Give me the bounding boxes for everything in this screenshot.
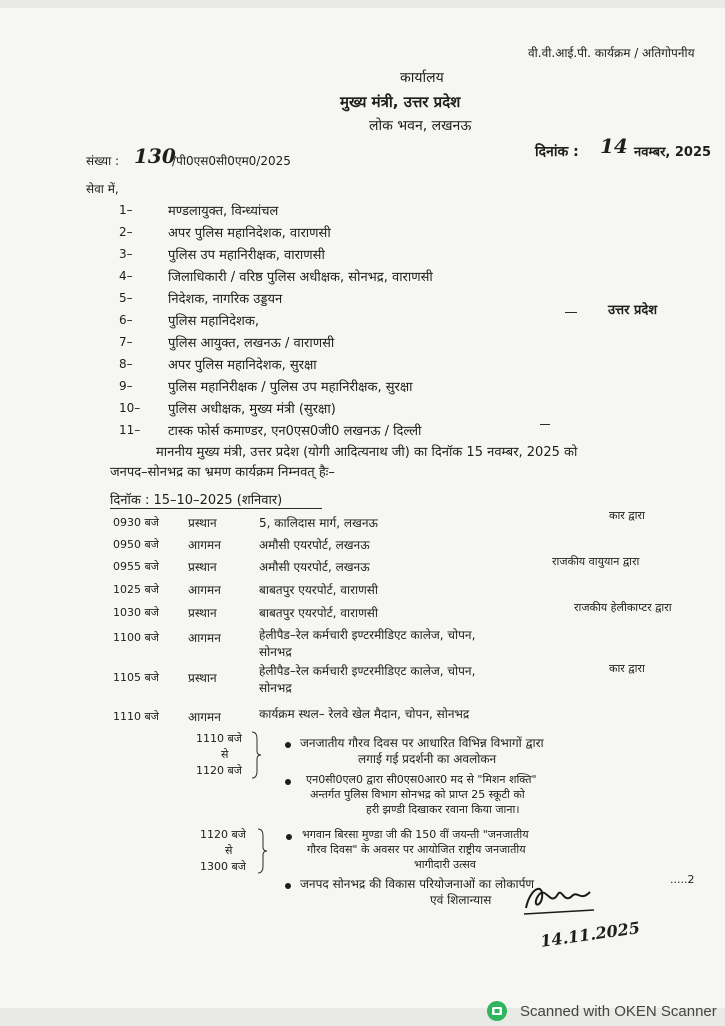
row-place: बाबतपुर एयरपोर्ट, वाराणसी	[259, 583, 378, 597]
slot-se: से	[225, 844, 233, 857]
date-label: दिनांक :	[535, 144, 579, 160]
reference-suffix: /पी0एस0सी0एम0/2025	[172, 154, 291, 168]
schedule-date-underline	[110, 508, 322, 509]
office-label: कार्यालय	[400, 70, 444, 86]
row-action: आगमन	[188, 710, 221, 724]
list-item: अपर पुलिस महानिदेशक, वाराणसी	[168, 226, 331, 241]
bullet-icon	[285, 742, 291, 748]
row-mode: राजकीय हेलीकाप्टर द्वारा	[574, 601, 672, 614]
slot-se: से	[221, 748, 229, 761]
list-item-number: 2–	[119, 225, 133, 239]
row-place: अमौसी एयरपोर्ट, लखनऊ	[259, 538, 370, 552]
row-time: 1025 बजे	[113, 583, 159, 596]
slot-item-line: लगाई गई प्रदर्शनी का अवलोकन	[358, 752, 497, 766]
program-tag: वी.वी.आई.पी. कार्यक्रम / अतिगोपनीय	[528, 46, 695, 60]
row-time: 1030 बजे	[113, 606, 159, 619]
list-item-number: 3–	[119, 247, 133, 261]
row-place-continued: सोनभद्र	[259, 681, 292, 695]
page-continue: .....2	[670, 873, 695, 886]
intro-line-1: माननीय मुख्य मंत्री, उत्तर प्रदेश (योगी आदित्यनाथ जी) का दिनॉक 15 नवम्बर, 2025 को	[156, 445, 578, 460]
row-time: 0950 बजे	[113, 538, 159, 551]
signature-date: 14.11.2025	[539, 918, 642, 951]
slot-to: 1120 बजे	[196, 764, 242, 777]
slot-item-line: जनजातीय गौरव दिवस पर आधारित विभिन्न विभागों द्वारा	[300, 736, 544, 750]
row-time: 1110 बजे	[113, 710, 159, 723]
date-day-handwritten: 14	[600, 134, 628, 158]
row-time: 0955 बजे	[113, 560, 159, 573]
row-place: कार्यक्रम स्थल– रेलवे खेल मैदान, चोपन, सोनभद्र	[259, 707, 470, 721]
list-item-number: 8–	[119, 357, 133, 371]
list-item: अपर पुलिस महानिदेशक, सुरक्षा	[168, 358, 317, 373]
list-item: जिलाधिकारी / वरिष्ठ पुलिस अधीक्षक, सोनभद्र, वाराणसी	[168, 270, 433, 285]
list-item: पुलिस आयुक्त, लखनऊ / वाराणसी	[168, 336, 335, 351]
slot-item-line: एन0सी0एल0 द्वारा सी0एस0आर0 मद से "मिशन शक्ति"	[306, 773, 537, 786]
scanner-watermark	[486, 1000, 717, 1022]
bracket-note: उत्तर प्रदेश	[608, 303, 658, 318]
row-time: 1105 बजे	[113, 671, 159, 684]
slot-item-line: एवं शिलान्यास	[430, 893, 492, 907]
row-place: 5, कालिदास मार्ग, लखनऊ	[259, 516, 378, 530]
list-item: पुलिस महानिरीक्षक / पुलिस उप महानिरीक्षक, सुरक्षा	[168, 380, 413, 395]
slot-bracket	[250, 731, 262, 779]
list-item-number: 5–	[119, 291, 133, 305]
reference-prefix: संख्या :	[86, 154, 120, 168]
list-item: टास्क फोर्स कमाण्डर, एन0एस0जी0 लखनऊ / दिल्ली	[168, 424, 422, 439]
row-time: 1100 बजे	[113, 631, 159, 644]
row-action: आगमन	[188, 583, 221, 597]
slot-item-line: अन्तर्गत पुलिस विभाग सोनभद्र को प्राप्त 25 स्कूटी को	[310, 788, 525, 801]
list-item-number: 7–	[119, 335, 133, 349]
row-time: 0930 बजे	[113, 516, 159, 529]
row-mode: कार द्वारा	[609, 662, 645, 675]
row-place: हेलीपैड–रेल कर्मचारी इण्टरमीडिएट कालेज, चोपन,	[259, 664, 476, 678]
row-action: आगमन	[188, 631, 221, 645]
list-item: मण्डलायुक्त, विन्ध्यांचल	[168, 204, 279, 219]
row-action: प्रस्थान	[188, 516, 217, 530]
bracket-dash	[565, 312, 577, 313]
slot-item-line: भगवान बिरसा मुण्डा जी की 150 वीं जयन्ती "जनजातीय	[302, 828, 529, 841]
row-place: बाबतपुर एयरपोर्ट, वाराणसी	[259, 606, 378, 620]
row-action: प्रस्थान	[188, 606, 217, 620]
schedule-date: दिनॉक : 15–10–2025 (शनिवार)	[110, 493, 283, 508]
list-item-number: 9–	[119, 379, 133, 393]
bullet-icon	[286, 834, 292, 840]
list-item-number: 6–	[119, 313, 133, 327]
department-title: मुख्य मंत्री, उत्तर प्रदेश	[340, 93, 461, 111]
bullet-icon	[285, 779, 291, 785]
list-item: पुलिस अधीक्षक, मुख्य मंत्री (सुरक्षा)	[168, 402, 336, 417]
scanner-logo-icon	[486, 1000, 508, 1022]
bullet-icon	[285, 883, 291, 889]
list-item: निदेशक, नागरिक उड्डयन	[168, 292, 283, 307]
row-action: प्रस्थान	[188, 671, 217, 685]
list-item-number: 4–	[119, 269, 133, 283]
slot-item-line: गौरव दिवस" के अवसर पर आयोजित राष्ट्रीय जनजातीय	[307, 843, 526, 856]
signature-icon	[520, 878, 600, 922]
reference-number-handwritten: 130	[134, 144, 176, 168]
row-action: आगमन	[188, 538, 221, 552]
bracket-dash	[540, 424, 550, 425]
slot-to: 1300 बजे	[200, 860, 246, 873]
list-item: पुलिस महानिदेशक,	[168, 314, 259, 329]
row-mode: राजकीय वायुयान द्वारा	[552, 555, 640, 568]
intro-line-2: जनपद–सोनभद्र का भ्रमण कार्यक्रम निम्नवत् हैः–	[110, 465, 335, 480]
slot-from: 1110 बजे	[196, 732, 242, 745]
list-item-number: 10–	[119, 401, 141, 415]
addressee-intro: सेवा में,	[86, 182, 119, 196]
date-month-year: नवम्बर, 2025	[634, 145, 712, 160]
list-item: पुलिस उप महानिरीक्षक, वाराणसी	[168, 248, 325, 263]
slot-from: 1120 बजे	[200, 828, 246, 841]
list-item-number: 11–	[119, 423, 141, 437]
slot-item-line: हरी झण्डी दिखाकर रवाना किया जाना।	[366, 803, 520, 816]
slot-item-line: जनपद सोनभद्र की विकास परियोजनाओं का लोकार्पण	[300, 877, 535, 891]
list-item-number: 1–	[119, 203, 133, 217]
slot-item-line: भागीदारी उत्सव	[414, 858, 476, 871]
row-action: प्रस्थान	[188, 560, 217, 574]
row-place-continued: सोनभद्र	[259, 645, 292, 659]
scanner-label: Scanned with OKEN Scanner	[520, 1002, 717, 1020]
department-address: लोक भवन, लखनऊ	[369, 118, 472, 134]
slot-bracket	[256, 828, 268, 874]
row-mode: कार द्वारा	[609, 509, 645, 522]
row-place: हेलीपैड–रेल कर्मचारी इण्टरमीडिएट कालेज, चोपन,	[259, 628, 476, 642]
row-place: अमौसी एयरपोर्ट, लखनऊ	[259, 560, 370, 574]
